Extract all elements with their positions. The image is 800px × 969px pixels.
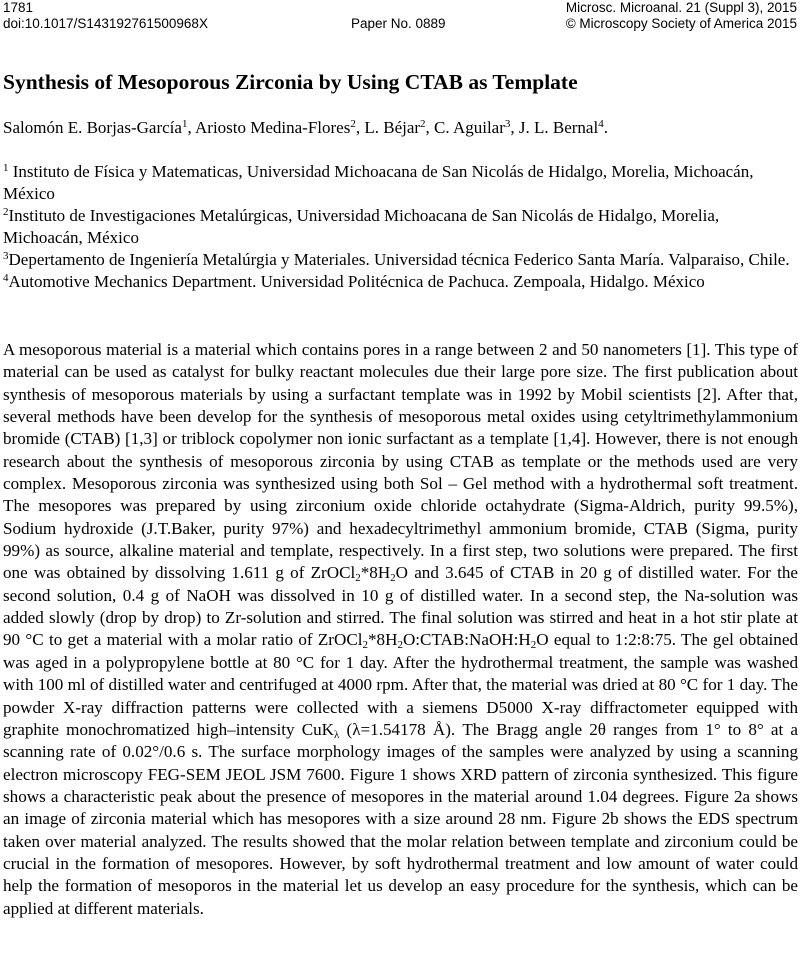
journal-citation: Microsc. Microanal. 21 (Suppl 3), 2015 — [565, 0, 797, 15]
subscript: 2 — [390, 572, 396, 585]
author-affil-mark: 1 — [181, 118, 188, 130]
affiliation-mark: 3 — [3, 250, 9, 262]
subscript: 2 — [530, 639, 537, 652]
author-name: Salomón E. Borjas-García — [3, 118, 182, 137]
body-text-run: A mesoporous material is a material which contains pores in a range between 2 and 50 nanometers [1]. This type of material can be used as catalyst for bulky reactant molecules due their large pore size. The first publication about synthesis of mesoporous materials by using a surfactant template was in 1992 by Mobil scientists [2]. After that, several methods have been develop for the synthesis of mesoporous metal oxides using cetyltrimethylammonium bromide (CTAB) [1,3] or triblock copolymer non ionic surfactant as a template [1,4]. However, there is not enough research about the synthesis of mesoporous zirconia by using CTAB as template or the methods used are very complex. Mesoporous zirconia was synthesized using both Sol – Gel method with a hydrothermal soft treatment. The mesopores was prepared by using zirconium oxide chloride octahydrate (Sigma-Aldrich, purity 99.5%), Sodium hydroxide (J.T.Baker, purity 97%) and hexadecyltrimethyl ammonium bromide, CTAB (Sigma, purity 99%) as source, alkaline material and template, respectively. In a first step, two solutions were prepared. The first one was obtained by dissolving 1.611 g of ZrOCl — [3, 340, 798, 583]
affiliation-mark: 2 — [3, 206, 9, 218]
abstract-body — [3, 339, 798, 920]
body-text-run: *8H — [360, 563, 391, 583]
affiliation-item — [3, 161, 798, 205]
paper-title: Synthesis of Mesoporous Zirconia by Using CTAB as Template — [3, 70, 578, 94]
body-text-run: O equal to 1:2:8:75. The gel obtained was aged in a polypropylene bottle at 80 °C for 1 day. After the hydrothermal treatment, the sample was washed with 100 ml of distilled water and centrifuged at 4000 rpm. After that, the material was dried at 80 °C for 1 day. The powder X-ray diffraction patterns were collected with a siemens D5000 X-ray diffractometer equipped with graphite monochromatized high–intensity CuK — [3, 630, 798, 739]
body-text-run: (λ=1.54178 Å). The Bragg angle 2θ ranges from 1° to 8° at a scanning rate of 0.02°/0.6 s. The surface morphology images of the samples were analyzed by using a scanning electron microscopy FEG-SEM JEOL JSM 7600. Figure 1 shows XRD pattern of zirconia synthesized. This figure shows a characteristic peak about the presence of mesopores in the material around 1.04 degrees. Figure 2a shows an image of zirconia material which has mesopores with a size around 28 nm. Figure 2b shows the EDS spectrum taken over material analyzed. The results showed that the molar relation between template and zirconium could be crucial in the formation of mesopores. However, by soft hydrothermal treatment and low amount of water could help the formation of mesoporos in the material let us develop an easy procedure for the synthesis, which can be applied at different materials. — [3, 719, 798, 918]
author-name: L. Béjar — [364, 118, 421, 137]
paper-number: Paper No. 0889 — [351, 16, 446, 31]
affiliation-item — [3, 205, 798, 249]
author-separator: , — [187, 118, 195, 137]
affiliation-text: Instituto de Física y Matematicas, Universidad Michoacana de San Nicolás de Hidalgo, Morelia, Michoacán, México — [3, 162, 754, 203]
affiliations — [3, 161, 798, 293]
author-list — [3, 118, 608, 138]
copyright: © Microscopy Society of America 2015 — [565, 16, 797, 31]
author-separator: , — [425, 118, 435, 137]
author-separator: , — [355, 118, 365, 137]
affiliation-item — [3, 271, 798, 293]
body-text-run: *8H — [368, 630, 398, 650]
body-text-run: O:CTAB:NaOH:H — [402, 630, 531, 650]
author-name: Ariosto Medina-Flores — [195, 118, 351, 137]
author-affil-mark: 2 — [420, 118, 426, 130]
affiliation-mark: 4 — [3, 272, 9, 284]
affiliation-text: Automotive Mechanics Department. Universidad Politécnica de Pachuca. Zempoala, Hidalgo. México — [8, 272, 705, 291]
author-separator: , — [510, 118, 519, 137]
affiliation-text: Instituto de Investigaciones Metalúrgicas, Universidad Michoacana de San Nicolás de Hidalgo, Morelia, Michoacán, México — [3, 206, 720, 247]
author-separator: . — [603, 118, 608, 137]
subscript: 2 — [397, 639, 403, 652]
author-affil-mark: 3 — [504, 118, 511, 130]
subscript: 2 — [362, 639, 368, 652]
affiliation-mark: 1 — [3, 162, 9, 174]
author-affil-mark: 4 — [598, 118, 604, 130]
affiliation-text: Depertamento de Ingeniería Metalúrgia y Materiales. Universidad técnica Federico Santa María. Valparaiso, Chile. — [8, 250, 790, 269]
body-text-run: O and 3.645 of CTAB in 20 g of distilled water. For the second solution, 0.4 g of NaOH was dissolved in 10 g of distilled water. In a second step, the Na-solution was added slowly (drop by drop) to Zr-solution and stirred. The final solution was stirred and heat in a hot stir plate at 90 °C to get a material with a molar ratio of ZrOCl — [3, 563, 798, 650]
affiliation-item — [3, 249, 798, 271]
author-name: C. Aguilar — [434, 118, 505, 137]
author-affil-mark: 2 — [350, 118, 356, 130]
doi: doi:10.1017/S143192761500968X — [3, 16, 208, 31]
author-name: J. L. Bernal — [518, 118, 599, 137]
page-number: 1781 — [3, 0, 34, 15]
subscript: 2 — [355, 572, 361, 585]
body-paragraph — [3, 339, 798, 920]
subscript: λ — [334, 728, 340, 741]
